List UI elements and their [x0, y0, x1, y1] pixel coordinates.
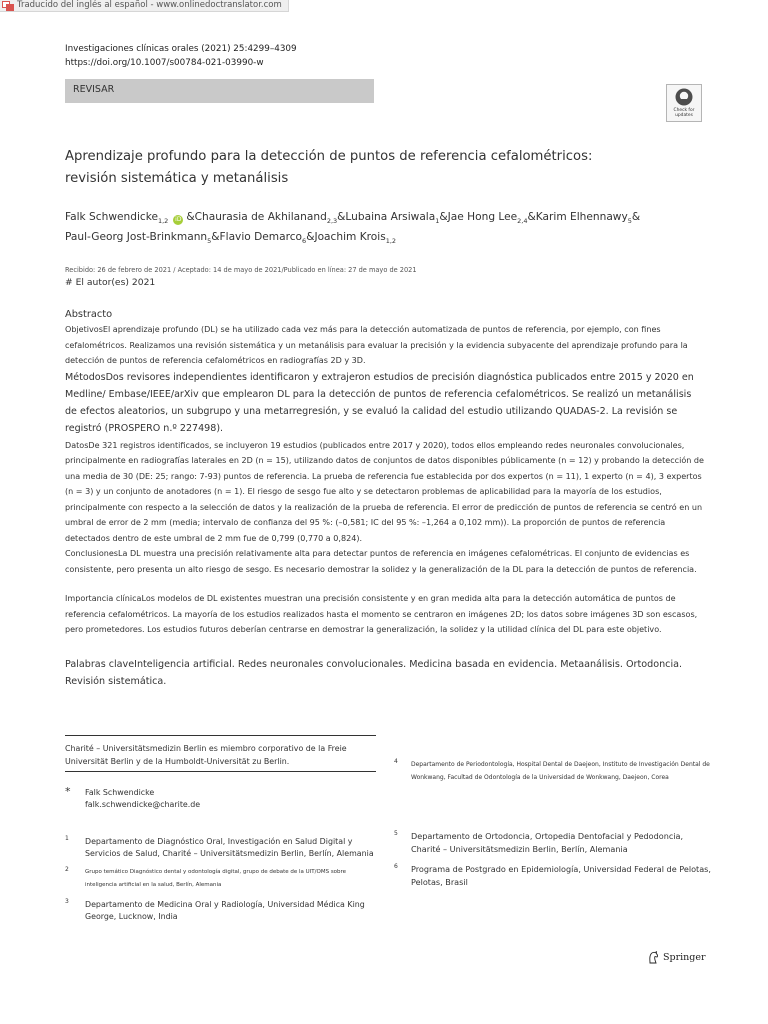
- abstract-datos: DatosDe 321 registros identificados, se incluyeron 19 estudios (publicados entre 2017 y 2020), todos ellos empleando redes neuronales convolucionales, principalmente en radiografías laterales en 2D (n = 15), utilizando datos de conjuntos de datos disponibles públicamente (n = 12) y probando la detección de una media de 30 (DE: 25; rango: 7-93) puntos de referencia. La prueba de referencia fue establecida por dos expertos (n = 11), 1 experto (n = 4), 3 expertos (n = 3) y un conjunto de anotadores (n = 1). El riesgo de sesgo fue alto y se detectaron problemas de aplicabilidad para la mayoría de los estudios, principalmente con respecto a la selección de datos y la realización de la prueba de referencia. El error de predicción de puntos de referencia se centró en un umbral de error de 2 mm (media; intervalo de confianza del 95 %: (–0,581; IC del 95 %: –1,264 a 0,102 mm)). La proporción de puntos de referencia detectados dentro de este umbral de 2 mm fue de 0,799 (0,770 a 0,824).: [65, 440, 704, 543]
- author-line-2: [65, 229, 725, 249]
- correspondence-name: Falk Schwendicke: [85, 788, 155, 797]
- article-title: [65, 146, 705, 190]
- article-type-bar: [65, 79, 374, 103]
- translate-icon: [2, 1, 14, 11]
- journal-citation: Investigaciones clínicas orales (2021) 25:4299–4309: [65, 44, 297, 54]
- affil-text: Programa de Postgrado en Epidemiología, Universidad Federal de Pelotas, Pelotas, Brasil: [411, 864, 711, 887]
- affil-number: 3: [65, 898, 69, 905]
- title-line-1: Aprendizaje profundo para la detección de puntos de referencia cefalométricos:: [65, 149, 593, 164]
- author-line-1: [65, 209, 725, 229]
- correspondence-mark: *: [65, 785, 71, 798]
- check-for-updates-label: Check for updates: [673, 108, 695, 118]
- author-list: [65, 209, 725, 249]
- abstract-importancia: Importancia clínicaLos modelos de DL existentes muestran una precisión consistente y en gran medida alta para la detección automática de puntos de referencia cefalométricos. La mayoría de los estudios realizados hasta el momento se centraron en imágenes 2D; los datos sobre imágenes 3D son escasos, pero prometedores. Los estudios futuros deberían centrarse en demostrar la generalización, la solidez y la utilidad clínica del DL para este objetivo.: [65, 594, 698, 635]
- author-sep: &: [527, 211, 536, 223]
- affiliation-6: [394, 863, 714, 891]
- author-affil: 1,2: [385, 237, 397, 246]
- footnote-rule-2: [65, 771, 376, 772]
- springer-horse-icon: [648, 951, 659, 964]
- doi-link[interactable]: https://doi.org/10.1007/s00784-021-03990-w: [65, 57, 264, 68]
- author-name[interactable]: Joachim Krois: [314, 231, 386, 244]
- keywords: Palabras claveInteligencia artificial. Redes neuronales convolucionales. Medicina basada en evidencia. Metaanálisis. Ortodoncia. Revisión sistemática.: [65, 659, 683, 687]
- affiliation-1: [65, 836, 375, 864]
- affiliation-3: [65, 899, 375, 927]
- author-affil: 2,4: [517, 217, 528, 226]
- author-sep: &: [306, 231, 315, 244]
- affiliation-5: [394, 830, 714, 858]
- affil-text: Departamento de Ortodoncia, Ortopedia Dentofacial y Pedodoncia, Charité – Universitätsmedizin Berlin, Berlín, Alemania: [411, 831, 684, 854]
- author-affil: 5: [207, 237, 212, 246]
- author-affil: 1: [435, 217, 440, 226]
- affil-text: Grupo temático Diagnóstico dental y odontología digital, grupo de debate de la UIT/OMS sobre inteligencia artificial en la salud, Berlín, Alemania: [85, 869, 347, 888]
- check-for-updates-badge[interactable]: [666, 84, 702, 122]
- author-name[interactable]: Falk Schwendicke: [65, 211, 158, 223]
- affil-number: 5: [394, 830, 398, 837]
- author-name[interactable]: Karim Elhennawy: [535, 211, 628, 223]
- affil-number: 6: [394, 863, 398, 870]
- author-affil: 1,2: [157, 217, 169, 226]
- copyright-line: # El autor(es) 2021: [65, 277, 156, 288]
- affil-text: Departamento de Periodontología, Hospital Dental de Daejeon, Instituto de Investigación Dental de Wonkwang, Facultad de Odontología de la Universidad de Wonkwang, Daejeon, Corea: [411, 761, 710, 782]
- author-name[interactable]: Paul-Georg Jost-Brinkmann: [65, 231, 208, 244]
- springer-logo: [648, 951, 706, 964]
- article-type-label: REVISAR: [73, 84, 115, 95]
- orcid-icon[interactable]: iD: [175, 216, 182, 223]
- abstract-conclusiones: ConclusionesLa DL muestra una precisión relativamente alta para detectar puntos de referencia en imágenes cefalométricas. El conjunto de evidencias es consistente, pero presenta un alto riesgo de sesgo. Es necesario demostrar la solidez y la generalización de la DL para la detección de puntos de referencia.: [65, 549, 697, 574]
- publication-dates: Recibido: 26 de febrero de 2021 / Aceptado: 14 de mayo de 2021/Publicado en línea: 27 de mayo de 2021: [65, 266, 417, 274]
- author-name[interactable]: Lubaina Arsiwala: [345, 211, 436, 223]
- author-sep: &: [439, 211, 448, 223]
- author-name[interactable]: Flavio Demarco: [219, 231, 303, 244]
- author-sep: &: [211, 231, 220, 244]
- author-affil: 5: [627, 217, 632, 226]
- author-affil: 6: [302, 237, 307, 246]
- affil-number: 2: [65, 866, 69, 873]
- author-sep: &: [337, 211, 346, 223]
- affil-number: 1: [65, 835, 69, 842]
- author-affil: 2,3: [326, 217, 338, 226]
- translator-banner-text: Traducido del inglés al español - www.onlinedoctranslator.com: [17, 0, 282, 10]
- publisher-name: Springer: [663, 952, 706, 963]
- abstract-objetivos: ObjetivosEl aprendizaje profundo (DL) se ha utilizado cada vez más para la detección automatizada de puntos de referencia, por ejemplo, con fines cefalométricos. Realizamos una revisión sistemática y un metanálisis para evaluar la precisión y la evidencia subyacente del aprendizaje profundo para la detección de puntos de referencia cefalométricos en radiografías 2D y 3D.: [65, 325, 688, 365]
- footnote-rule: [65, 735, 376, 736]
- crossmark-icon: [675, 88, 693, 106]
- journal-header: [65, 43, 297, 70]
- author-sep: &: [631, 211, 641, 223]
- affiliation-2: [65, 866, 375, 894]
- affil-text: Departamento de Medicina Oral y Radiología, Universidad Médica King George, Lucknow, India: [85, 900, 365, 922]
- abstract-heading: Abstracto: [65, 309, 113, 320]
- author-name[interactable]: Jae Hong Lee: [447, 211, 518, 223]
- affiliation-4: [394, 758, 714, 800]
- translator-banner[interactable]: [0, 0, 289, 12]
- author-sep: &: [186, 211, 195, 223]
- title-line-2: revisión sistemática y metanálisis: [65, 171, 289, 186]
- correspondence: [65, 787, 365, 813]
- abstract-metodos: MétodosDos revisores independientes identificaron y extrajeron estudios de precisión diagnóstica publicados entre 2015 y 2020 en Medline/ Embase/IEEE/arXiv que emplearon DL para la detección de puntos de referencia cefalométricos. Se realizó un metanálisis de efectos aleatorios, un subgrupo y una metarregresión, y se evaluó la calidad del estudio utilizando QUADAS-2. La revisión se registró (PROSPERO n.º 227498).: [65, 371, 694, 435]
- author-name[interactable]: Chaurasia de Akhilanand: [194, 211, 327, 223]
- affil-text: Departamento de Diagnóstico Oral, Investigación en Salud Digital y Servicios de Salud, Charité – Universitätsmedizin Berlin, Berlín, Alemania: [85, 837, 374, 859]
- charite-note: Charité – Universitätsmedizin Berlin es miembro corporativo de la Freie Universität Berlin y de la Humboldt-Universität zu Berlin.: [65, 744, 347, 766]
- abstract-body: [65, 322, 705, 638]
- correspondence-email[interactable]: falk.schwendicke@charite.de: [85, 800, 201, 810]
- affil-number: 4: [394, 758, 398, 765]
